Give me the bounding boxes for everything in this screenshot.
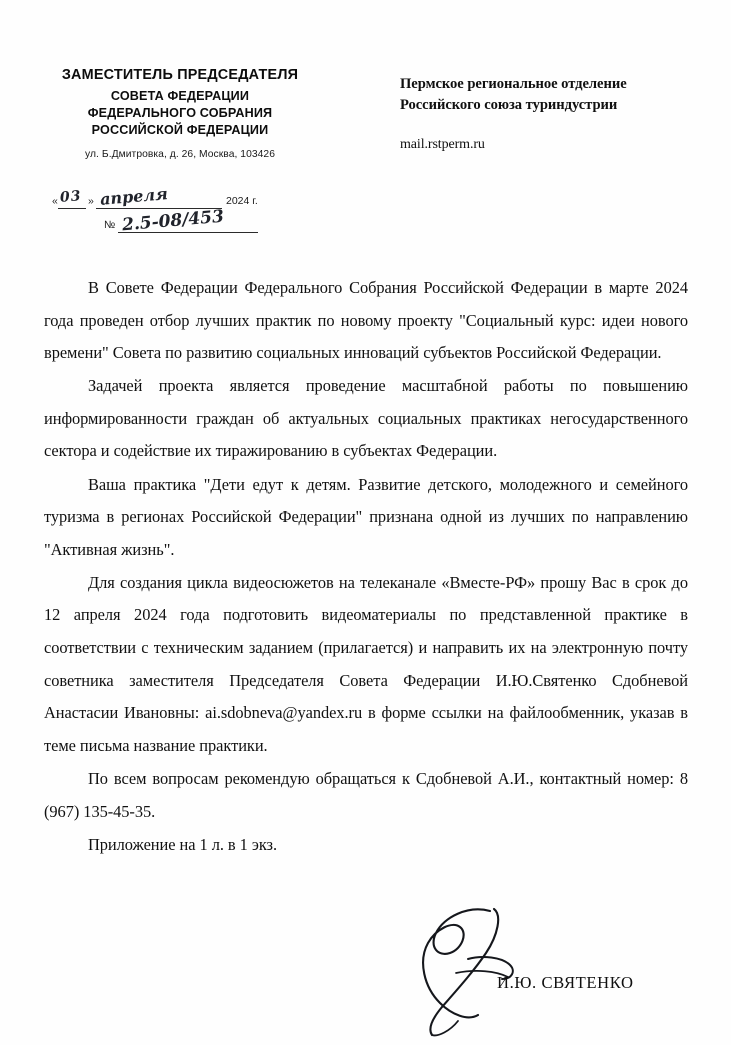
letterhead-block: [30, 66, 330, 160]
signature-area: [380, 895, 720, 1045]
addressee-block: [400, 74, 700, 153]
letterhead-line-4: РОССИЙСКОЙ ФЕДЕРАЦИИ: [91, 122, 269, 137]
body-paragraph: По всем вопросам рекомендую обращаться к Сдобневой А.И., контактный номер: 8 (967) 135-45-35.: [44, 768, 688, 821]
date-quote-close: »: [88, 195, 94, 207]
body-paragraph: В Совете Федерации Федерального Собрания Российской Федерации в марте 2024 года проведен отбор лучших практик по новому проекту "Социальный курс: идеи нового времени" Совета по развитию социальных инноваций субъектов Российской Федерации.: [44, 278, 688, 363]
letter-body: [44, 272, 688, 862]
body-paragraph: Задачей проекта является проведение масштабной работы по повышению информированности граждан об актуальных социальных практиках негосударственного сектора и содействие их тиражированию в субъектах Федерации.: [44, 376, 688, 461]
body-paragraph: Для создания цикла видеосюжетов на телеканале «Вместе-РФ» прошу Вас в срок до 12 апреля 2024 года подготовить видеоматериалы по представленной практике в соответствии с техническим заданием (прилагается) и направить их на электронную почту советника заместителя Председателя Совета Федерации И.Ю.Святенко Сдобневой Анастасии Ивановны: ai.sdobneva@yandex.ru в форме ссылки на файлообменник, указав в теме письма название практики.: [44, 572, 688, 755]
registration-block: [52, 186, 302, 234]
addressee-line-2: Российского союза туриндустрии: [400, 96, 618, 113]
date-year-label: 2024 г.: [226, 195, 258, 207]
letterhead-line-2: СОВЕТА ФЕДЕРАЦИИ: [110, 89, 250, 104]
addressee-mail: mail.rstperm.ru: [400, 137, 485, 153]
registration-number-row: [52, 206, 302, 236]
addressee-line-1: Пермское региональное отделение: [400, 76, 627, 92]
letterhead-line-1: ЗАМЕСТИТЕЛЬ ПРЕДСЕДАТЕЛЯ: [61, 67, 299, 83]
letterhead-address: ул. Б.Дмитровка, д. 26, Москва, 103426: [85, 148, 275, 160]
handwritten-day: 03: [59, 188, 83, 206]
handwritten-month: апреля: [99, 184, 169, 209]
signatory-name: И.Ю. СВЯТЕНКО: [497, 973, 634, 992]
number-symbol-label: №: [104, 219, 116, 231]
body-paragraph-attachment: Приложение на 1 л. в 1 экз.: [88, 834, 278, 854]
registration-date-row: [52, 186, 302, 210]
handwritten-registration-number: 2.5-08/453: [121, 206, 225, 236]
body-paragraph: Ваша практика "Дети едут к детям. Развитие детского, молодежного и семейного туризма в регионах Российской Федерации" признана одной из лучших по направлению "Активная жизнь".: [44, 474, 688, 559]
handwritten-signature-icon: [398, 895, 598, 1045]
number-rule: [118, 232, 258, 233]
letterhead-line-3: ФЕДЕРАЛЬНОГО СОБРАНИЯ: [87, 106, 273, 121]
date-day-rule: [58, 208, 86, 209]
letter-header: [0, 0, 731, 250]
date-quote-open: «: [52, 195, 58, 207]
